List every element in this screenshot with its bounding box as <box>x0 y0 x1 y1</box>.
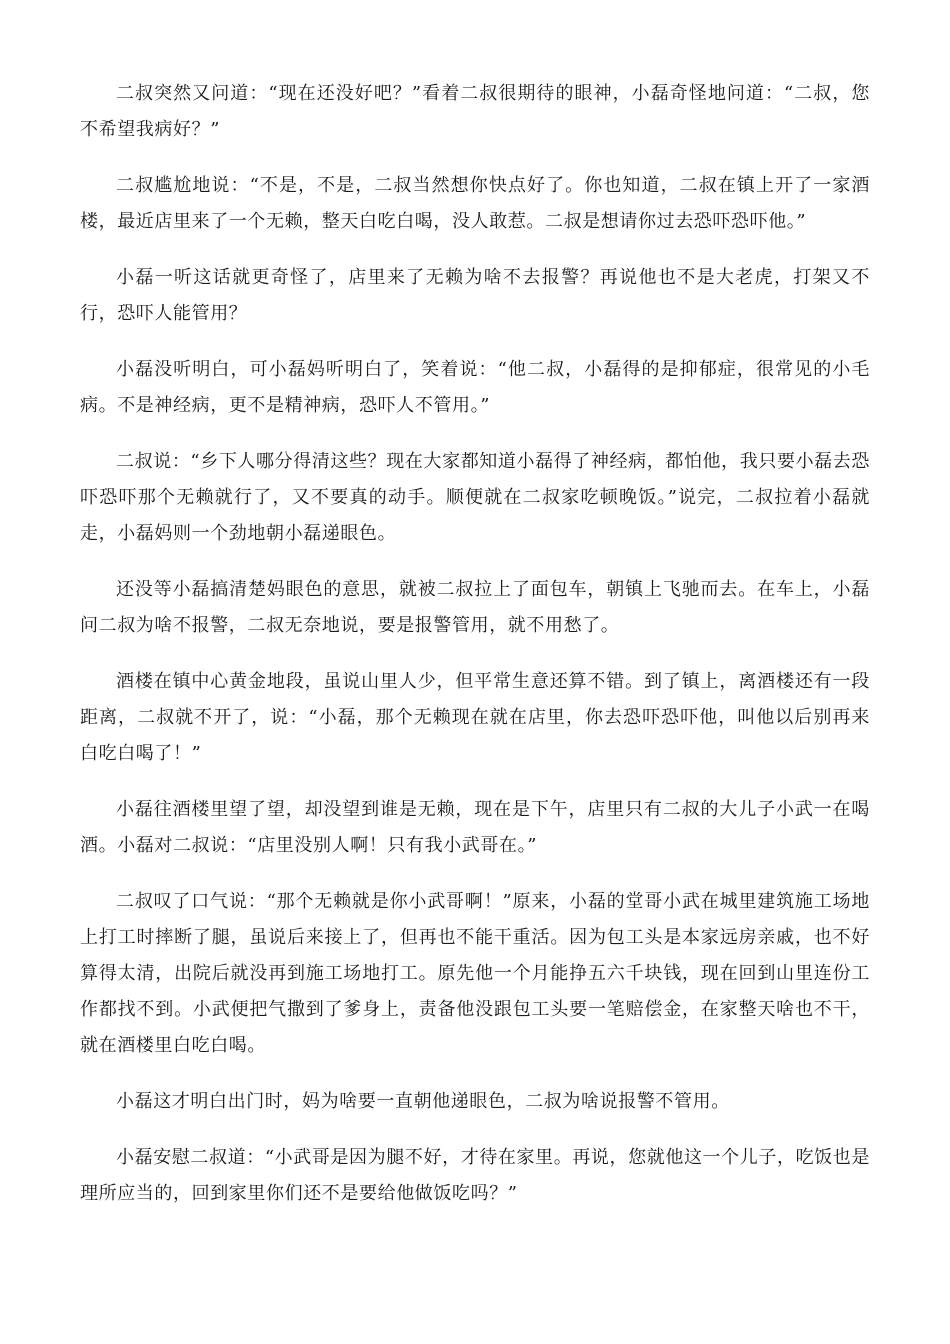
paragraph: 还没等小磊搞清楚妈眼色的意思，就被二叔拉上了面包车，朝镇上飞驰而去。在车上，小磊问二叔为啥不报警，二叔无奈地说，要是报警管用，就不用愁了。 <box>80 579 870 636</box>
paragraph: 小磊没听明白，可小磊妈听明白了，笑着说：“他二叔，小磊得的是抑郁症，很常见的小毛病。不是神经病，更不是精神病，恐吓人不管用。” <box>80 359 870 416</box>
paragraph: 二叔说：“乡下人哪分得清这些？现在大家都知道小磊得了神经病，都怕他，我只要小磊去恐吓恐吓那个无赖就行了，又不要真的动手。顺便就在二叔家吃顿晚饭。”说完，二叔拉着小磊就走，小磊妈则一个劲地朝小磊递眼色。 <box>80 451 870 544</box>
paragraph: 二叔突然又问道：“现在还没好吧？”看着二叔很期待的眼神，小磊奇怪地问道：“二叔，您不希望我病好？” <box>80 83 870 140</box>
paragraph: 小磊这才明白出门时，妈为啥要一直朝他递眼色，二叔为啥说报警不管用。 <box>116 1091 730 1112</box>
paragraph: 二叔尴尬地说：“不是，不是，二叔当然想你快点好了。你也知道，二叔在镇上开了一家酒楼，最近店里来了一个无赖，整天白吃白喝，没人敢惹。二叔是想请你过去恐吓恐吓他。” <box>80 175 870 232</box>
paragraph: 小磊往酒楼里望了望，却没望到谁是无赖，现在是下午，店里只有二叔的大儿子小武一在喝酒。小磊对二叔说：“店里没别人啊！只有我小武哥在。” <box>80 799 870 856</box>
paragraph: 酒楼在镇中心黄金地段，虽说山里人少，但平常生意还算不错。到了镇上，离酒楼还有一段距离，二叔就不开了，说：“小磊，那个无赖现在就在店里，你去恐吓恐吓他，叫他以后别再来白吃白喝了！” <box>80 671 870 764</box>
paragraph: 小磊一听这话就更奇怪了，店里来了无赖为啥不去报警？再说他也不是大老虎，打架又不行，恐吓人能管用？ <box>80 267 870 324</box>
document-page <box>80 76 870 1232</box>
paragraph: 二叔叹了口气说：“那个无赖就是你小武哥啊！”原来，小磊的堂哥小武在城里建筑施工场地上打工时摔断了腿，虽说后来接上了，但再也不能干重活。因为包工头是本家远房亲戚，也不好算得太清，出院后就没再到施工场地打工。原先他一个月能挣五六千块钱，现在回到山里连份工作都找不到。小武便把气撒到了爹身上，责备他没跟包工头要一笔赔偿金，在家整天啥也不干，就在酒楼里白吃白喝。 <box>80 891 870 1056</box>
paragraph: 小磊安慰二叔道：“小武哥是因为腿不好，才待在家里。再说，您就他这一个儿子，吃饭也是理所应当的，回到家里你们还不是要给他做饭吃吗？” <box>80 1147 870 1204</box>
